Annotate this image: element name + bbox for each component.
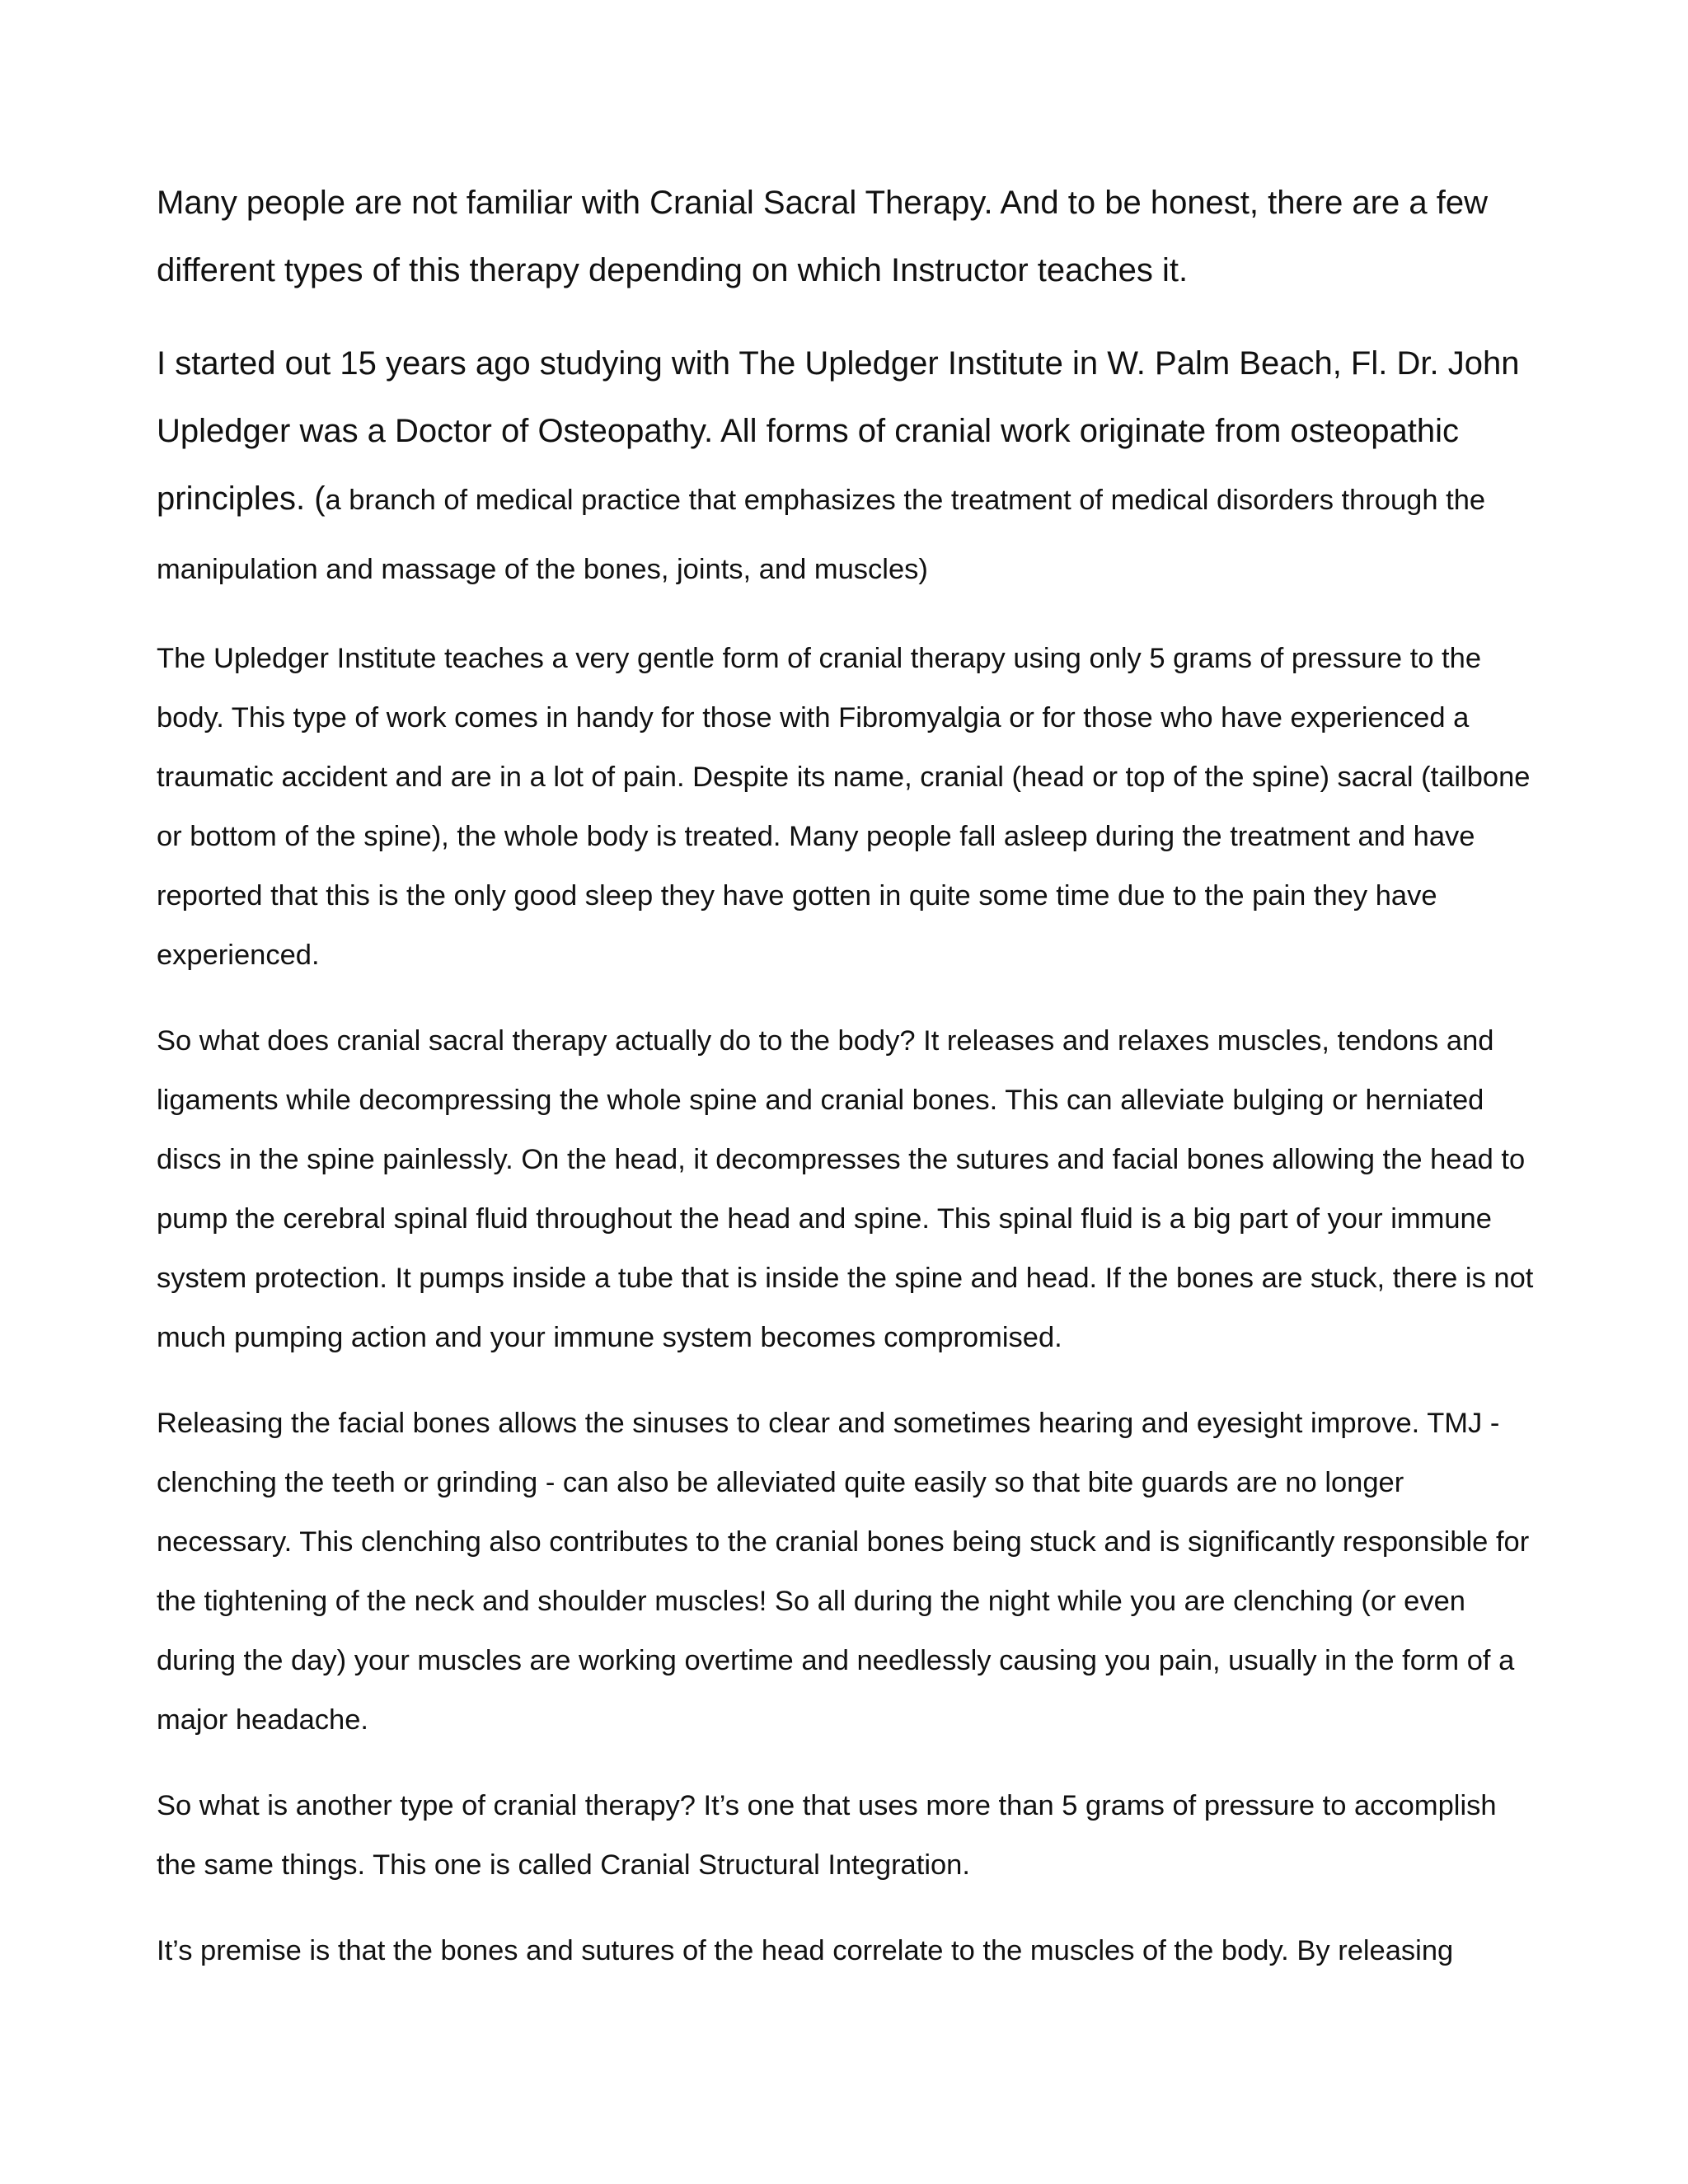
paragraph-premise: It’s premise is that the bones and sutures of the head correlate to the muscles of the body. By releasing bbox=[157, 1935, 1454, 1966]
paragraph-therapy-effects: So what does cranial sacral therapy actually do to the body? It releases and relaxes muscles, tendons and ligaments while decompressing the whole spine and cranial bones. This can alleviate bulging or herniated discs in the spine painlessly. On the head, it decompresses the sutures and facial bones allowing the head to pump the cerebral spinal fluid throughout the head and spine. This spinal fluid is a big part of your immune system protection. It pumps inside a tube that is inside the spine and head. If the bones are stuck, there is not much pumping action and your immune system becomes compromised. bbox=[157, 1025, 1534, 1353]
paragraph-intro: Many people are not familiar with Cranial Sacral Therapy. And to be honest, there are a few different types of this therapy depending on which Instructor teaches it. bbox=[157, 185, 1488, 288]
paragraph-cranial-structural-integration: So what is another type of cranial therapy? It’s one that uses more than 5 grams of pressure to accomplish the same things. This one is called Cranial Structural Integration. bbox=[157, 1790, 1497, 1881]
osteopathy-definition: a branch of medical practice that emphasizes the treatment of medical disorders through the manipulation and massage of the bones, joints, and muscles) bbox=[157, 485, 1486, 585]
paragraph-upledger-technique: The Upledger Institute teaches a very gentle form of cranial therapy using only 5 grams of pressure to the body. This type of work comes in handy for those with Fibromyalgia or for those who have experienced a traumatic accident and are in a lot of pain. Despite its name, cranial (head or top of the spine) sacral (tailbone or bottom of the spine), the whole body is treated. Many people fall asleep during the treatment and have reported that this is the only good sleep they have gotten in quite some time due to the pain they have experienced. bbox=[157, 643, 1531, 971]
paragraph-upledger-background bbox=[157, 330, 1541, 603]
paragraph-upledger-main-text: I started out 15 years ago studying with The Upledger Institute in W. Palm Beach, Fl. Dr. John Upledger was a Doctor of Osteopathy. All forms of cranial work originate from osteopathic principles. ( bbox=[157, 345, 1520, 517]
paragraph-facial-bones-tmj: Releasing the facial bones allows the sinuses to clear and sometimes hearing and eyesight improve. TMJ - clenching the teeth or grinding - can also be alleviated quite easily so that bite guards are no longer necessary. This clenching also contributes to the cranial bones being stuck and is significantly responsible for the tightening of the neck and shoulder muscles! So all during the night while you are clenching (or even during the day) your muscles are working overtime and needlessly causing you pain, usually in the form of a major headache. bbox=[157, 1408, 1530, 1736]
document-page bbox=[157, 169, 1541, 1980]
